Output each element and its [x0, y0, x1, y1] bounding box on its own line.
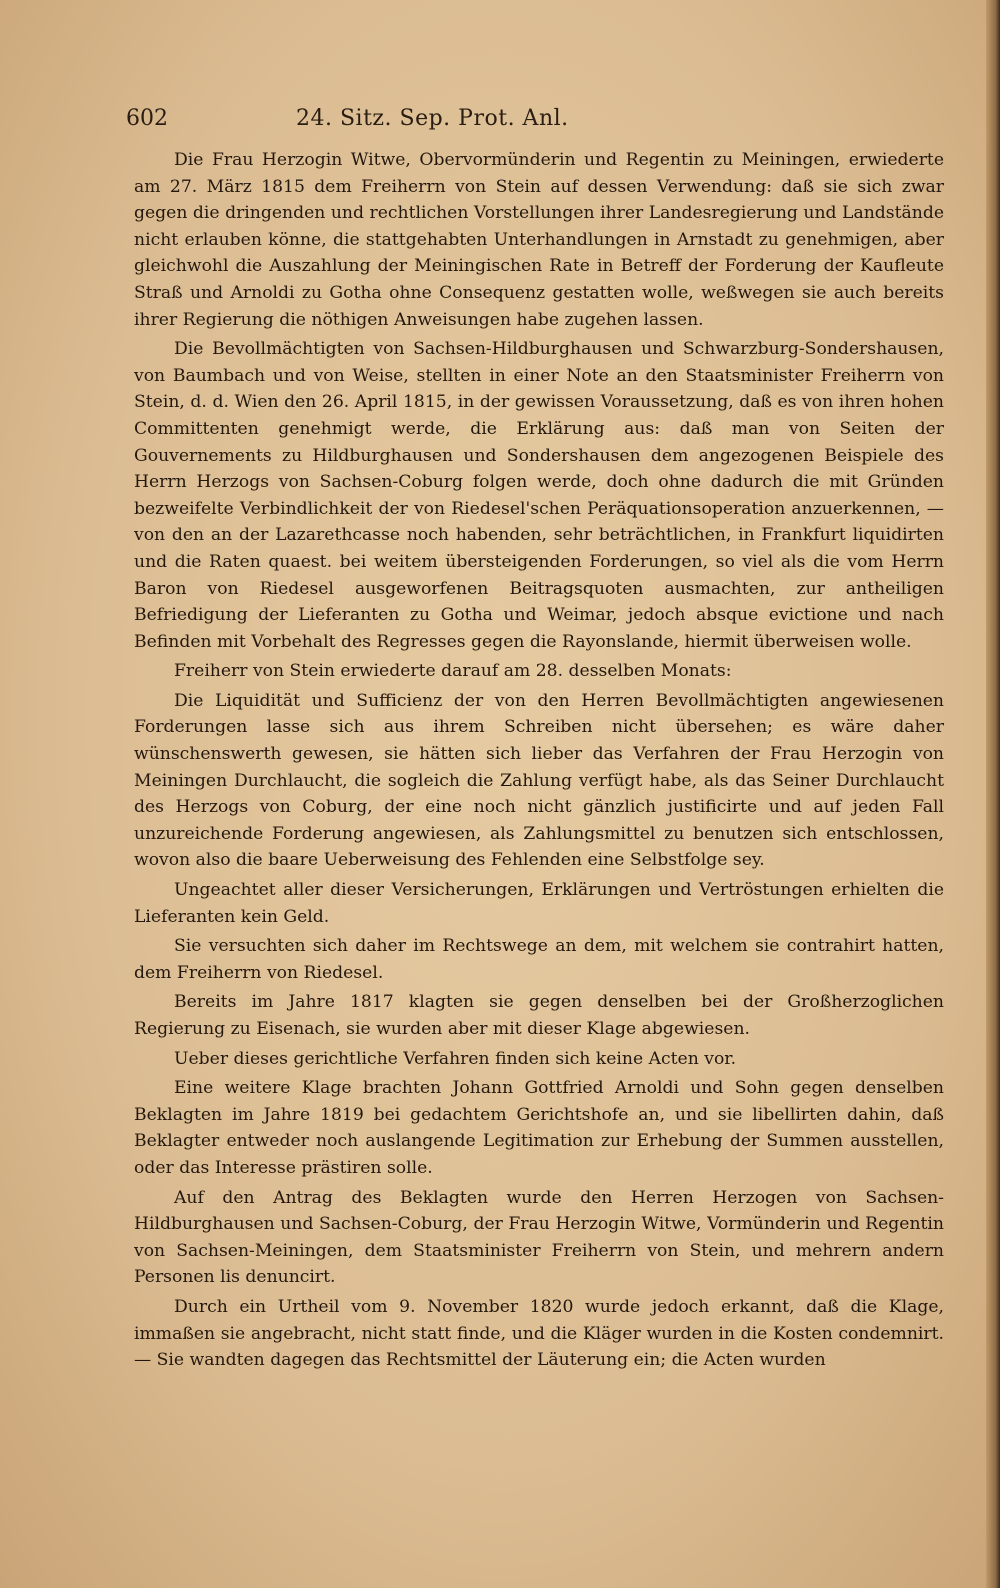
paragraph: Durch ein Urtheil vom 9. November 1820 wurde jedoch erkannt, daß die Klage, immaßen sie angebracht, nicht statt finde, und die Kläger wurden in die Kosten condemnirt. — Sie wandten dagegen das Rechtsmittel der Läuterung ein; die Acten wurden [134, 1296, 944, 1371]
body-text [134, 147, 944, 1377]
running-title: 24. Sitz. Sep. Prot. Anl. [296, 106, 569, 131]
paragraph: Eine weitere Klage brachten Johann Gottfried Arnoldi und Sohn gegen denselben Beklagten im Jahre 1819 bei gedachtem Gerichtshofe an, und sie libellirten dahin, daß Beklagter entweder noch auslangende Legitimation zur Erhebung der Summen ausstellen, oder das Interesse prästiren solle. [134, 1078, 944, 1178]
paragraph: Ungeachtet aller dieser Versicherungen, Erklärungen und Vertröstungen erhielten die Lieferanten kein Geld. [134, 880, 944, 927]
paragraph: Die Frau Herzogin Witwe, Obervormünderin und Regentin zu Meiningen, erwiederte am 27. März 1815 dem Freiherrn von Stein auf dessen Verwendung: daß sie sich zwar gegen die dringenden und rechtlichen Vorstellungen ihrer Landesregierung und Landstände nicht erlauben könne, die stattgehabten Unterhandlungen in Arnstadt zu genehmigen, aber gleichwohl die Auszahlung der Meiningischen Rate in Betreff der Forderung der Kaufleute Straß und Arnoldi zu Gotha ohne Consequenz gestatten wolle, weßwegen sie auch bereits ihrer Regierung die nöthigen Anweisungen habe zugehen lassen. [134, 150, 944, 330]
paragraph: Die Liquidität und Sufficienz der von den Herren Bevollmächtigten angewiesenen Forderungen lasse sich aus ihrem Schreiben nicht übersehen; es wäre daher wünschenswerth gewesen, sie hätten sich lieber das Verfahren der Frau Herzogin von Meiningen Durchlaucht, die sogleich die Zahlung verfügt habe, als das Seiner Durchlaucht des Herzogs von Coburg, der eine noch nicht gänzlich justificirte und auf jeden Fall unzureichende Forderung angewiesen, als Zahlungsmittel zu benutzen sich entschlossen, wovon also die baare Ueberweisung des Fehlenden eine Selbstfolge sey. [134, 690, 944, 871]
page-header [126, 106, 946, 136]
page-number: 602 [126, 106, 168, 131]
paragraph: Freiherr von Stein erwiederte darauf am 28. desselben Monats: [174, 661, 732, 682]
paragraph: Bereits im Jahre 1817 klagten sie gegen denselben bei der Großherzoglichen Regierung zu Eisenach, sie wurden aber mit dieser Klage abgewiesen. [134, 992, 944, 1039]
paragraph: Die Bevollmächtigten von Sachsen-Hildburghausen und Schwarzburg-Sondershausen, von Baumbach und von Weise, stellten in einer Note an den Staatsminister Freiherrn von Stein, d. d. Wien den 26. April 1815, in der gewissen Voraussetzung, daß es von ihren hohen Committenten genehmigt werde, die Erklärung aus: daß man von Seiten der Gouvernements zu Hildburghausen und Sondershausen dem angezogenen Beispiele des Herrn Herzogs von Sachsen-Coburg folgen werde, doch ohne dadurch die mit Gründen bezweifelte Verbindlichkeit der von Riedesel'schen Peräquationsoperation anzuerkennen, — von den an der Lazarethcasse noch habenden, sehr beträchtlichen, in Frankfurt liquidirten und die Raten quaest. bei weitem übersteigenden Forderungen, so viel als die vom Herrn Baron von Riedesel ausgeworfenen Beitragsquoten ausmachten, zur antheiligen Befriedigung der Lieferanten zu Gotha und Weimar, jedoch absque evictione und nach Befinden mit Vorbehalt des Regresses gegen die Rayonslande, hiermit überweisen wolle. [134, 339, 944, 652]
book-spine-edge [986, 0, 1000, 1588]
paragraph: Ueber dieses gerichtliche Verfahren finden sich keine Acten vor. [174, 1048, 737, 1069]
paragraph: Sie versuchten sich daher im Rechtswege an dem, mit welchem sie contrahirt hatten, dem Freiherrn von Riedesel. [134, 936, 944, 983]
paragraph: Auf den Antrag des Beklagten wurde den Herren Herzogen von Sachsen-Hildburghausen und Sachsen-Coburg, der Frau Herzogin Witwe, Vormünderin und Regentin von Sachsen-Meiningen, dem Staatsminister Freiherrn von Stein, und mehrern andern Personen lis denuncirt. [134, 1187, 944, 1288]
